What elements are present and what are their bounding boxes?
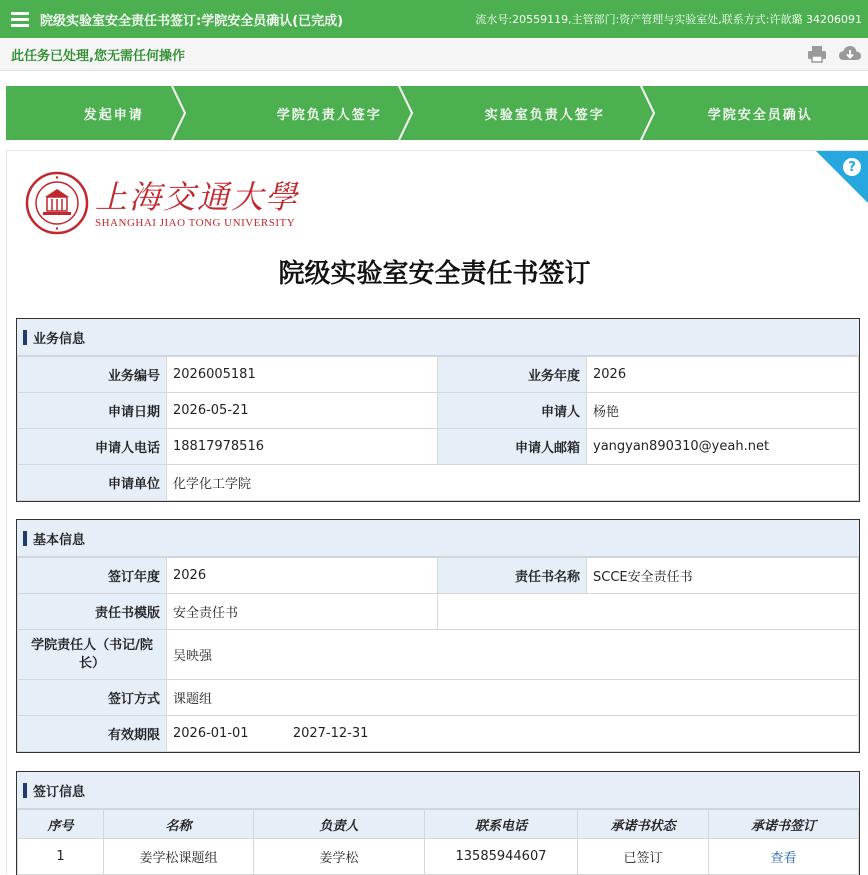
field-label: 有效期限	[18, 716, 167, 752]
business-number: 2026005181	[167, 357, 438, 393]
col-header: 承诺书签订	[709, 810, 859, 839]
sign-method: 课题组	[167, 680, 859, 716]
field-label: 责任书模版	[18, 594, 167, 630]
step-dean-sign: 学院负责人签字	[222, 86, 438, 140]
hamburger-menu-icon[interactable]	[0, 0, 34, 38]
col-header: 承诺书状态	[578, 810, 709, 839]
period-end: 2027-12-31	[293, 726, 369, 741]
view-link[interactable]: 查看	[770, 851, 796, 866]
field-label: 业务年度	[438, 357, 587, 393]
help-corner[interactable]	[816, 151, 868, 203]
step-lab-head-sign: 实验室负责人签字	[437, 86, 653, 140]
cloud-download-icon[interactable]	[838, 43, 862, 65]
task-title: 院级实验室安全责任书签订:学院安全员确认(已完成)	[40, 10, 343, 29]
basic-info-section	[16, 519, 860, 753]
step-safety-confirm: 学院安全员确认	[653, 86, 868, 140]
college-leader: 吴映强	[167, 630, 859, 680]
agreement-template: 安全责任书	[167, 594, 438, 630]
contact-phone: 13585944607	[425, 839, 578, 875]
step-initiate: 发起申请	[6, 86, 222, 140]
section-title: 基本信息	[33, 529, 85, 548]
group-name: 姜学松课题组	[104, 839, 254, 875]
valid-period	[167, 716, 859, 752]
workflow-steps	[6, 86, 868, 140]
completed-message: 此任务已处理,您无需任何操作	[11, 45, 185, 64]
col-header: 序号	[18, 810, 104, 839]
business-year: 2026	[587, 357, 859, 393]
status-bar	[0, 38, 868, 71]
field-label: 申请人邮箱	[438, 429, 587, 465]
signing-info-section	[16, 771, 860, 875]
sign-year: 2026	[167, 558, 438, 594]
group-owner: 姜学松	[254, 839, 425, 875]
col-header: 联系电话	[425, 810, 578, 839]
signing-table	[17, 809, 859, 875]
applicant-phone: 18817978516	[167, 429, 438, 465]
field-label: 签订年度	[18, 558, 167, 594]
col-header: 负责人	[254, 810, 425, 839]
apply-unit: 化学化工学院	[167, 465, 859, 501]
field-label: 申请单位	[18, 465, 167, 501]
step-divider-icon	[639, 86, 657, 140]
agreement-name: SCCE安全责任书	[587, 558, 859, 594]
document-panel	[6, 150, 868, 874]
field-label: 责任书名称	[438, 558, 587, 594]
step-divider-icon	[397, 86, 415, 140]
applicant-email: yangyan890310@yeah.net	[587, 429, 859, 465]
status-badge: 已签订	[578, 839, 709, 875]
table-row	[18, 839, 859, 875]
print-icon[interactable]	[806, 43, 828, 65]
business-info-section	[16, 318, 860, 502]
section-title: 签订信息	[33, 781, 85, 800]
field-label: 签订方式	[18, 680, 167, 716]
university-name-en: SHANGHAI JIAO TONG UNIVERSITY	[95, 217, 299, 229]
field-label: 业务编号	[18, 357, 167, 393]
period-start: 2026-01-01	[173, 726, 249, 741]
university-logo	[25, 171, 299, 235]
col-header: 名称	[104, 810, 254, 839]
field-label: 申请日期	[18, 393, 167, 429]
applicant: 杨艳	[587, 393, 859, 429]
page-title: 院级实验室安全责任书签订	[7, 253, 862, 290]
apply-date: 2026-05-21	[167, 393, 438, 429]
section-title: 业务信息	[33, 328, 85, 347]
step-divider-icon	[170, 86, 188, 140]
field-label: 申请人电话	[18, 429, 167, 465]
row-number: 1	[18, 839, 104, 875]
university-seal-icon	[25, 171, 89, 235]
field-label: 申请人	[438, 393, 587, 429]
help-icon[interactable]: ?	[843, 158, 861, 176]
field-label: 学院责任人（书记/院长）	[18, 630, 167, 680]
university-name-cn: 上海交通大學	[95, 178, 299, 216]
task-info: 流水号:20559119,主管部门:资产管理与实验室处,联系方式:许歆璐 34206091	[475, 11, 862, 27]
top-bar	[0, 0, 868, 38]
